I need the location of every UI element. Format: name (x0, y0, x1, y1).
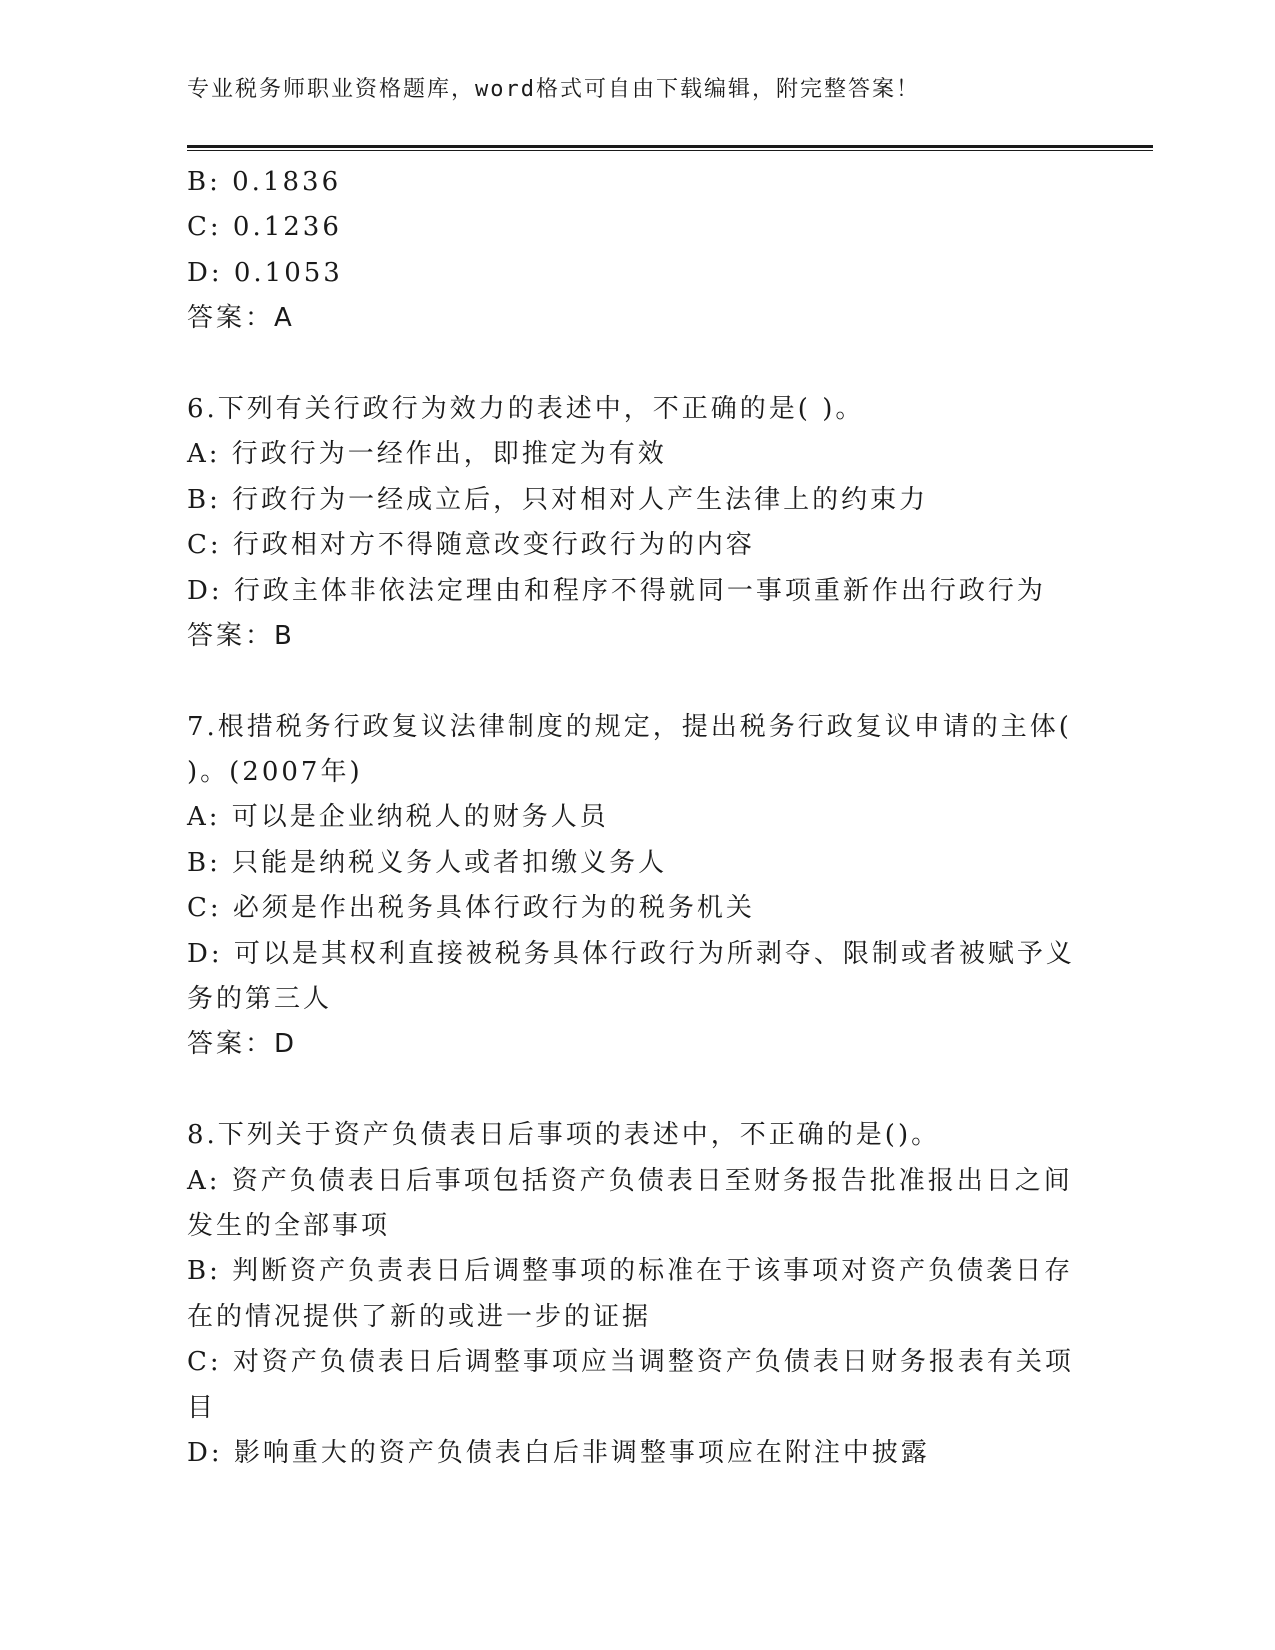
q7-option-c: C: 必须是作出税务具体行政行为的税务机关 (187, 893, 755, 924)
q7-option-d-line1: D: 可以是其权利直接被税务具体行政行为所剥夺、限制或者被赋予义 (187, 938, 1075, 969)
question-body (187, 160, 1087, 1476)
q8-option-c-line1: C: 对资产负债表日后调整事项应当调整资产负债表日财务报表有关项 (187, 1347, 1074, 1378)
q8-option-d: D: 影响重大的资产负债表白后非调整事项应在附注中披露 (187, 1437, 930, 1468)
q5-option-b: B: 0.1836 (187, 167, 342, 197)
header-rule-thick (187, 145, 1153, 148)
header-rule-thin (187, 150, 1153, 151)
q8-stem: 8.下列关于资产负债表日后事项的表述中，不正确的是()。 (187, 1120, 941, 1151)
q8-option-a-line1: A: 资产负债表日后事项包括资产负债表日至财务报告批准报出日之间 (187, 1165, 1073, 1196)
spacer (187, 1068, 1087, 1113)
q6-option-b: B: 行政行为一经成立后，只对相对人产生法律上的约束力 (187, 484, 929, 515)
q5-option-d: D: 0.1053 (187, 257, 343, 288)
q6-stem: 6.下列有关行政行为效力的表述中，不正确的是( )。 (187, 393, 865, 424)
q6-option-c: C: 行政相对方不得随意改变行政行为的内容 (187, 530, 755, 561)
q8-option-b-line1: B: 判断资产负责表日后调整事项的标准在于该事项对资产负债袭日存 (187, 1256, 1074, 1287)
spacer (187, 659, 1087, 704)
q8-option-b-line2: 在的情况提供了新的或进一步的证据 (187, 1301, 652, 1332)
spacer (187, 342, 1087, 387)
q6-option-a: A: 行政行为一经作出，即推定为有效 (187, 439, 667, 470)
q5-option-c: C: 0.1236 (187, 212, 342, 243)
q7-option-d-line2: 务的第三人 (187, 984, 333, 1015)
q7-stem-line1: 7.根措税务行政复议法律制度的规定，提出税务行政复议申请的主体( (187, 711, 1072, 742)
q7-answer: 答案：D (187, 1029, 298, 1060)
q8-option-a-line2: 发生的全部事项 (187, 1210, 391, 1241)
q7-option-a: A: 可以是企业纳税人的财务人员 (187, 802, 609, 833)
q5-answer: 答案：A (187, 303, 295, 334)
q6-answer: 答案：B (187, 620, 295, 651)
q7-stem-line2: )。(2007年) (187, 757, 363, 788)
page-header: 专业税务师职业资格题库，word格式可自由下载编辑，附完整答案！ (187, 77, 920, 102)
q6-option-d: D: 行政主体非依法定理由和程序不得就同一事项重新作出行政行为 (187, 575, 1046, 606)
q8-option-c-line2: 目 (187, 1392, 217, 1423)
q7-option-b: B: 只能是纳税义务人或者扣缴义务人 (187, 847, 668, 878)
